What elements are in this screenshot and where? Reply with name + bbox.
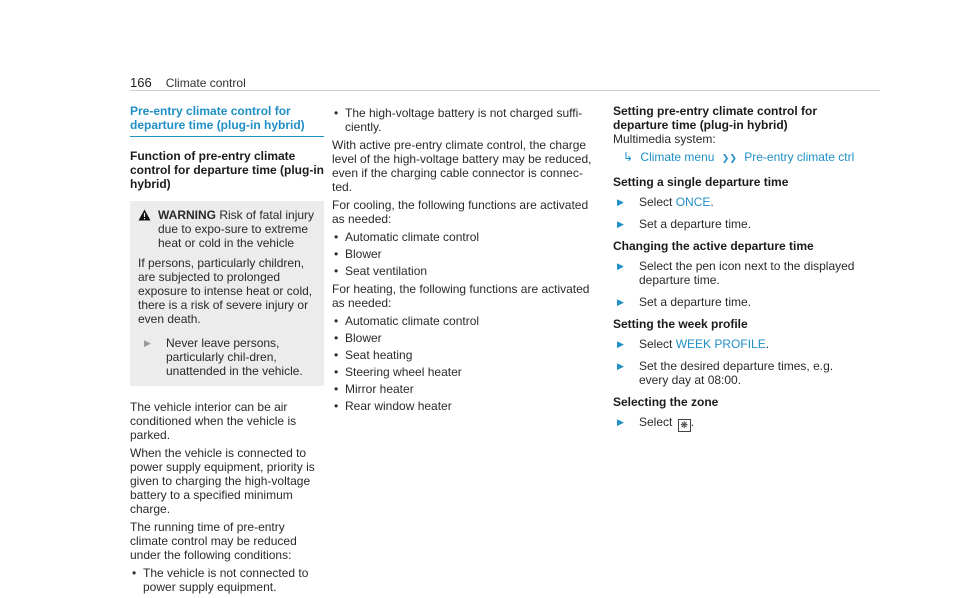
single-heading: Setting a single departure time xyxy=(613,175,789,189)
step xyxy=(613,295,873,309)
warning-body: If persons, particularly children, are subjected to prolonged exposure to intense heat or cold, there is a risk of severe injury or even death. xyxy=(138,256,313,326)
setting-heading: Setting pre-entry climate control for departure time (plug-in hybrid) xyxy=(613,104,818,132)
path-separator-icon: ❯❯ xyxy=(721,153,737,163)
warning-box xyxy=(130,201,324,386)
step xyxy=(613,359,873,387)
menu-path xyxy=(613,150,873,165)
paragraph: For heating, the following functions are activated as needed: xyxy=(332,282,590,310)
function-heading: Function of pre-entry climate control for departure time (plug-in hybrid) xyxy=(130,149,324,191)
list-item: • Automatic climate control xyxy=(332,230,592,244)
step-arrow-icon: ▶ xyxy=(617,197,624,207)
heating-list xyxy=(332,314,592,413)
step-arrow-icon: ▶ xyxy=(617,297,624,307)
step-suffix: . xyxy=(710,195,714,209)
step-text: Select the pen icon next to the displayed departure time. xyxy=(639,259,855,287)
menu-path-item-climate[interactable]: Climate menu xyxy=(640,150,715,164)
paragraph: For cooling, the following functions are activated as needed: xyxy=(332,198,589,226)
step-text xyxy=(639,337,769,351)
paragraph: With active pre-entry climate control, the charge level of the high-voltage battery may be reduced, even if the charging cable connector is connec-ted. xyxy=(332,138,592,194)
list-item: • The high-voltage battery is not charged suffi-ciently. xyxy=(332,106,592,134)
step-arrow-icon: ▶ xyxy=(617,219,624,229)
condition-list xyxy=(130,566,324,594)
condition-list xyxy=(332,106,592,134)
step-suffix: . xyxy=(690,415,695,429)
list-item: • Seat ventilation xyxy=(332,264,592,278)
step-arrow-icon: ▶ xyxy=(617,417,624,427)
step xyxy=(613,195,873,209)
system-label: Multimedia system: xyxy=(613,132,716,146)
step-text xyxy=(639,195,714,209)
step xyxy=(613,217,873,231)
weekly-heading: Setting the week profile xyxy=(613,317,748,331)
list-item: • Mirror heater xyxy=(332,382,592,396)
list-item: • Steering wheel heater xyxy=(332,365,592,379)
zone-icon[interactable]: ❋ xyxy=(678,419,691,432)
header-divider xyxy=(130,90,880,91)
warning-lead xyxy=(158,208,316,250)
once-option[interactable]: ONCE xyxy=(675,195,711,209)
week-profile-option[interactable]: WEEK PROFILE xyxy=(675,337,766,351)
running-title: Climate control xyxy=(165,76,246,90)
warning-label: WARNING xyxy=(158,208,216,222)
step-text: Set a departure time. xyxy=(639,295,752,309)
step-text xyxy=(639,415,694,432)
list-item: • Seat heating xyxy=(332,348,592,362)
zone-heading: Selecting the zone xyxy=(613,395,719,409)
paragraph: When the vehicle is connected to power supply equipment, priority is given to charging the high-voltage battery to a specified minimum charge. xyxy=(130,446,315,516)
list-item: • Automatic climate control xyxy=(332,314,592,328)
step-arrow-icon: ▶ xyxy=(617,361,624,371)
step-arrow-icon: ▶ xyxy=(617,261,624,271)
step-text: Set a departure time. xyxy=(639,217,752,231)
cooling-list xyxy=(332,230,592,278)
step-suffix: . xyxy=(765,337,770,351)
changing-heading: Changing the active departure time xyxy=(613,239,814,253)
warning-header xyxy=(138,208,316,250)
list-item: • Rear window heater xyxy=(332,399,592,413)
path-hook-icon: ↳ xyxy=(623,150,634,164)
column-right xyxy=(613,104,873,440)
step-text: Set the desired departure times, e.g. every day at 08:00. xyxy=(639,359,834,387)
paragraph: The vehicle interior can be air conditioned when the vehicle is parked. xyxy=(130,400,297,442)
warning-triangle-icon xyxy=(138,208,152,250)
list-item: • Blower xyxy=(332,247,592,261)
menu-path-item-preentry[interactable]: Pre-entry climate ctrl xyxy=(744,150,855,164)
step-prefix: Select xyxy=(639,195,673,209)
column-middle xyxy=(332,104,592,417)
step-prefix: Select xyxy=(639,415,673,429)
section-title: Pre-entry climate control for departure time (plug-in hybrid) xyxy=(130,104,324,137)
step xyxy=(613,415,873,432)
step-arrow-icon: ▶ xyxy=(617,339,624,349)
list-item: • The vehicle is not connected to power supply equipment. xyxy=(130,566,324,594)
column-left xyxy=(130,104,324,598)
page-header xyxy=(130,76,246,90)
step-prefix: Select xyxy=(639,337,673,351)
warning-step xyxy=(138,336,316,378)
page-number: 166 xyxy=(130,75,152,90)
step-arrow-icon: ▶ xyxy=(144,338,151,348)
step xyxy=(613,259,873,287)
paragraph: The running time of pre-entry climate control may be reduced under the following conditions: xyxy=(130,520,297,562)
step xyxy=(613,337,873,351)
list-item: • Blower xyxy=(332,331,592,345)
warning-lead-text: Risk of fatal injury due to expo-sure to extreme heat or cold in the vehicle xyxy=(158,208,315,250)
warning-step-text: Never leave persons, particularly chil-dren, unattended in the vehicle. xyxy=(166,336,303,378)
